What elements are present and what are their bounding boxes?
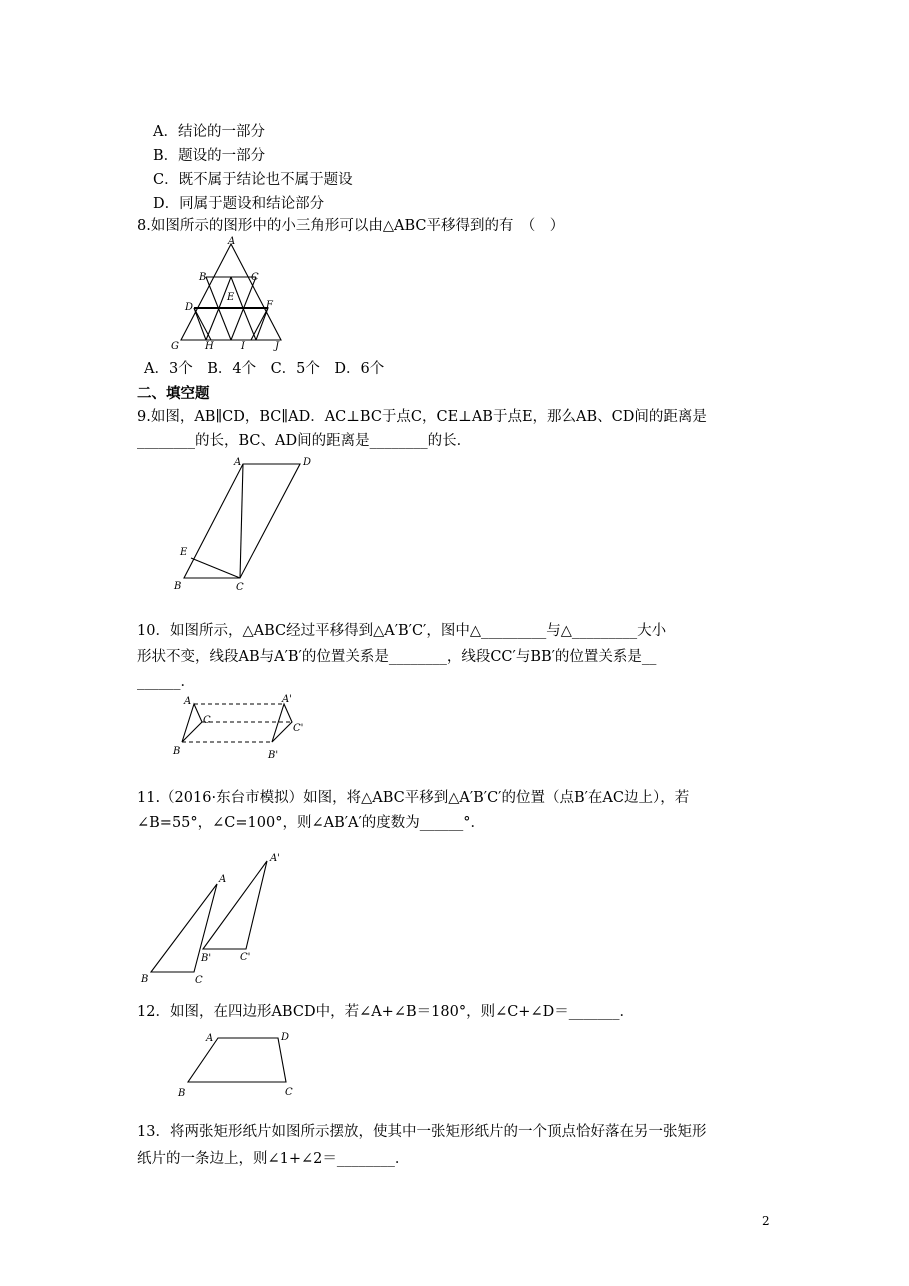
- q9-line-2: ________的长，BC、AD间的距离是________的长．: [137, 433, 472, 449]
- q12-line-1: 12．如图，在四边形ABCD中，若∠A+∠B＝180°，则∠C+∠D＝_______．: [137, 1004, 634, 1020]
- q9-label-a: A: [234, 457, 242, 468]
- q10-label-a-prime: A': [282, 694, 292, 705]
- q11-line-2: ∠B=55°，∠C=100°，则∠AB′A′的度数为______°．: [137, 815, 486, 831]
- q10-line-1: 10．如图所示，△ABC经过平移得到△A′B′C′，图中△_________与△_________大小: [137, 623, 667, 639]
- q10-line-3: ______．: [137, 674, 195, 690]
- q9-label-b: B: [174, 581, 182, 592]
- q8-label-g: G: [171, 341, 179, 352]
- q12-label-d: D: [281, 1032, 290, 1043]
- q8-label-d: D: [185, 302, 194, 313]
- q8-label-f: F: [266, 300, 273, 311]
- q7-option-d: D．同属于题设和结论部分: [153, 196, 325, 212]
- q9-label-d: D: [303, 457, 312, 468]
- q9-label-e: E: [180, 547, 188, 558]
- q9-line-1: 9.如图，AB∥CD，BC∥AD．AC⊥BC于点C，CE⊥AB于点E，那么AB、CD间的距离是: [137, 409, 707, 425]
- section-title: 二、填空题: [137, 385, 210, 402]
- q9-parallelogram-figure: [170, 452, 320, 597]
- q8-label-i: I: [241, 341, 245, 352]
- q11-label-a: A: [219, 874, 227, 885]
- q11-label-b-prime: B': [201, 953, 212, 964]
- q10-label-b: B: [173, 746, 181, 757]
- q7-option-b: B．题设的一部分: [153, 148, 266, 164]
- q10-line-2: 形状不变，线段AB与A′B′的位置关系是________，线段CC′与BB′的位置关系是__: [137, 649, 657, 665]
- q8-label-e: E: [227, 292, 235, 303]
- q8-label-c: C: [251, 272, 259, 283]
- q12-label-b: B: [178, 1088, 186, 1099]
- q13-line-2: 纸片的一条边上，则∠1+∠2＝________．: [137, 1151, 410, 1167]
- q8-label-j: J: [275, 341, 280, 352]
- q8-triangle-figure: [165, 238, 295, 353]
- q8-label-a: A: [228, 236, 236, 247]
- q8-label-b: B: [199, 272, 207, 283]
- q12-label-c: C: [285, 1087, 293, 1098]
- q8-question: 8.如图所示的图形中的小三角形可以由△ABC平移得到的有 （ ）: [137, 218, 565, 234]
- q12-quadrilateral-figure: [170, 1024, 310, 1104]
- q11-label-a-prime: A': [270, 853, 280, 864]
- q7-option-a: A．结论的一部分: [153, 124, 265, 140]
- q8-options: A．3个 B．4个 C．5个 D．6个: [144, 361, 385, 377]
- q7-option-c: C．既不属于结论也不属于题设: [153, 172, 353, 188]
- q10-translation-figure: [170, 690, 310, 770]
- q11-label-c: C: [195, 975, 203, 986]
- q10-label-c-prime: C': [293, 723, 304, 734]
- page-number: 2: [762, 1214, 770, 1228]
- q11-translation-figure: [135, 848, 295, 988]
- q8-label-h: H: [205, 341, 214, 352]
- q11-label-c-prime: C': [240, 952, 251, 963]
- q10-label-c: C: [203, 715, 211, 726]
- q9-label-c: C: [236, 582, 244, 593]
- q10-label-b-prime: B': [268, 750, 279, 761]
- q13-line-1: 13．将两张矩形纸片如图所示摆放，使其中一张矩形纸片的一个顶点恰好落在另一张矩形: [137, 1124, 707, 1140]
- q11-label-b: B: [141, 974, 149, 985]
- q11-line-1: 11.（2016·东台市模拟）如图，将△ABC平移到△A′B′C′的位置（点B′在AC边上），若: [137, 790, 690, 806]
- q10-label-a: A: [184, 696, 192, 707]
- q12-label-a: A: [206, 1033, 214, 1044]
